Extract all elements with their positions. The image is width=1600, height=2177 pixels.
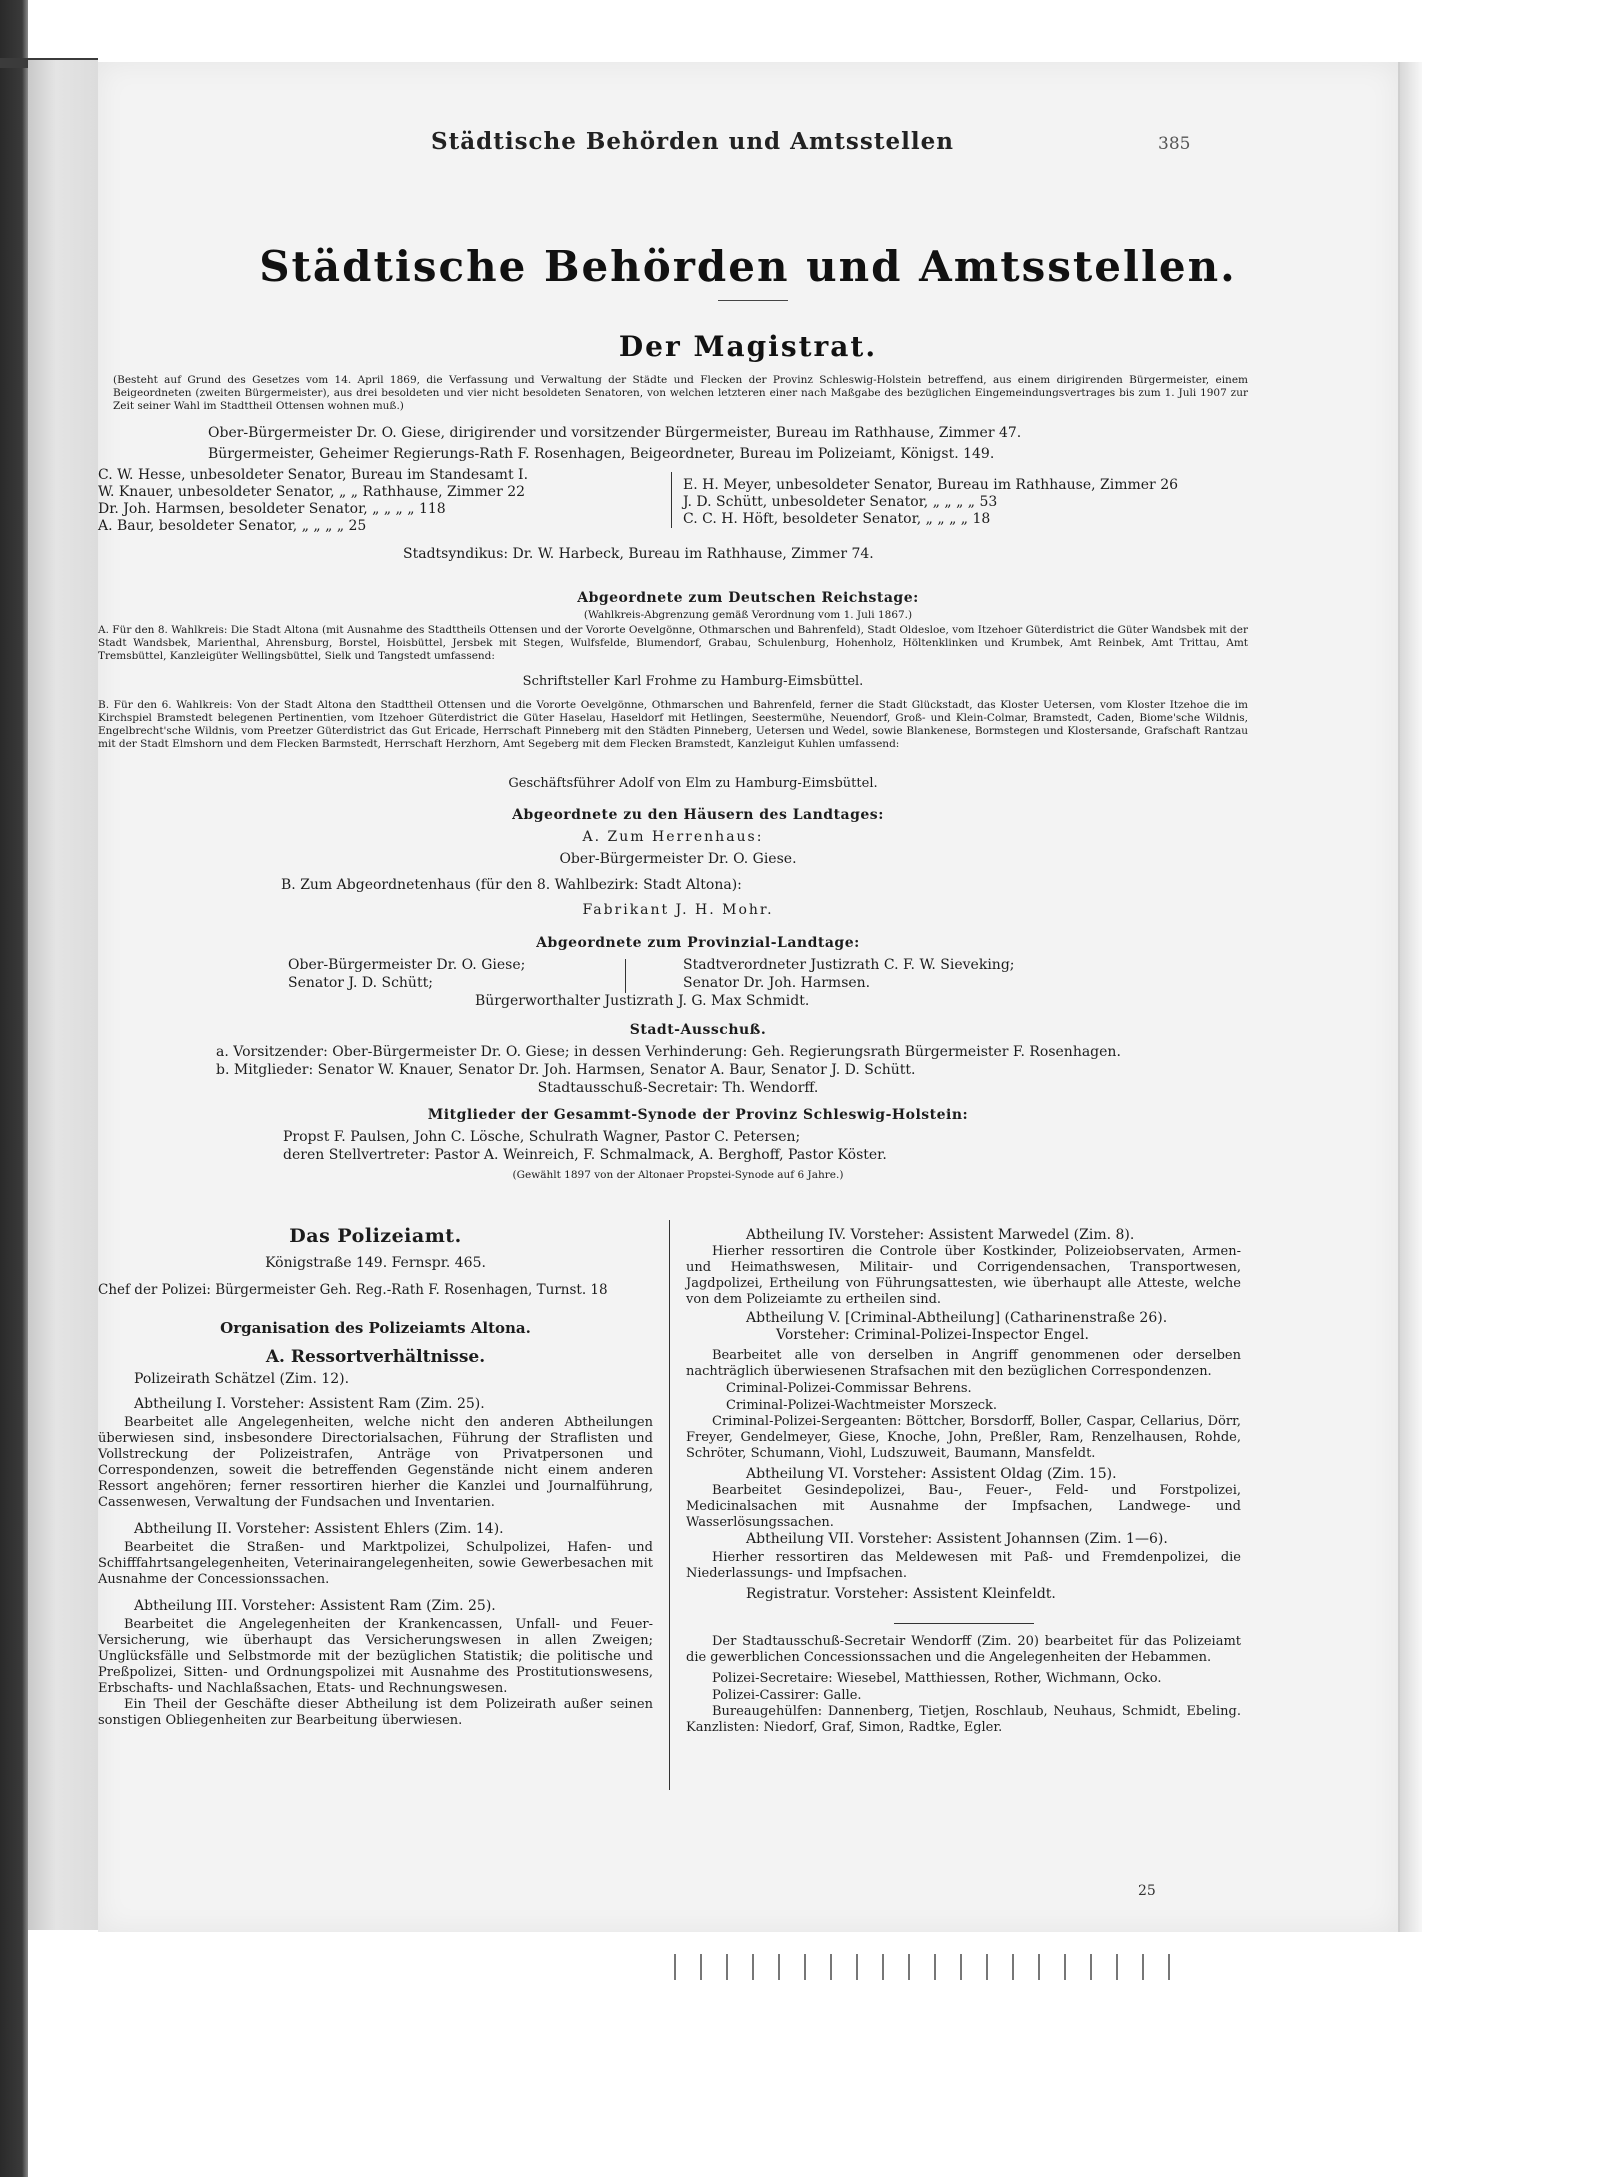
abteilung-2-text: Bearbeitet die Straßen- und Marktpolizei, Schulpolizei, Hafen- und Schifffahrtsangelegenheiten, Veterinairangelegenheiten, sowie Gewerbesachen mit Ausnahme der Concessionssachen.	[98, 1540, 653, 1587]
title-divider	[718, 300, 788, 301]
senator-row: C. C. H. Höft, besoldeter Senator, „ „ „ „ 18	[683, 511, 991, 527]
reichstag-wahlkreis-b: B. Für den 6. Wahlkreis: Von der Stadt Altona den Stadttheil Ottensen und die Vororte Oevelgönne, Othmarschen und Bahrenfeld, ferner die Stadt Glückstadt, das Kloster Uetersen, vom Kloster Itzehoe die im Kirchspiel Bramstedt belegenen Pertinentien, vom Itzehoer Güterdistrict die Güter Haselau, Haseldorf mit Hetlingen, Seestermühe, Neuendorf, Groß- und Klein-Colmar, Bramstedt, Caden, Biome'sche Wildnis, Engelbrecht'sche Wildnis, vom Preetzer Güterdistrict das Gut Ericade, Herrschaft Pinneberg mit den Städten Pinneberg, Uetersen und Wedel, sowie Blankenese, Bormstegen und Klostersande, Grafschaft Rantzau mit der Stadt Elmshorn und dem Flecken Barmstedt, Herrschaft Herzhorn, Amt Segeberg mit dem Flecken Bramstedt, Kanzleigut Kuhlen umfassend:	[98, 699, 1248, 750]
abteilung-5-sergeanten: Criminal-Polizei-Sergeanten: Böttcher, Borsdorff, Boller, Caspar, Cellarius, Dörr, Freyer, Gendelmeyer, Giese, Knoche, John, Preßler, Ram, Renzelhausen, Rohde, Schröter, Schumann, Viohl, Ludszuweit, Baumann, Mansfeldt.	[686, 1414, 1241, 1461]
magistrat-line-buergermeister: Bürgermeister, Geheimer Regierungs-Rath F. Rosenhagen, Beigeordneter, Bureau im Polizeiamt, Königst. 149.	[208, 446, 995, 462]
running-head: Städtische Behörden und Amtsstellen	[431, 128, 954, 155]
senator-row: E. H. Meyer, unbesoldeter Senator, Bureau im Rathhause, Zimmer 26	[683, 477, 1179, 493]
synode-members: Propst F. Paulsen, John C. Lösche, Schulrath Wagner, Pastor C. Petersen;	[283, 1129, 801, 1145]
polizeiamt-heading: Das Polizeiamt.	[289, 1225, 462, 1247]
magistrat-intro: (Besteht auf Grund des Gesetzes vom 14. April 1869, die Verfassung und Verwaltung der Städte und Flecken der Provinz Schleswig-Holstein betreffend, aus einem dirigirenden Bürgermeister, einem Beigeordneten (zweiten Bürgermeister), aus drei besoldeten und vier nicht besoldeten Senatoren, von welchen letzteren einer nach Maßgabe des bezüglichen Eingemeindungsvertrages bis zum 1. Juli 1907 zur Zeit seiner Wahl im Stadttheil Ottensen wohnen muß.)	[113, 374, 1248, 412]
senators-right-column	[683, 477, 1283, 528]
abteilung-1-head: Abtheilung I. Vorsteher: Assistent Ram (Zim. 25).	[134, 1396, 485, 1412]
polizei-secretaire: Polizei-Secretaire: Wiesebel, Matthiessen, Rother, Wichmann, Ocko.	[712, 1671, 1162, 1686]
synode-stellvertreter: deren Stellvertreter: Pastor A. Weinreich, F. Schmalmack, A. Berghoff, Pastor Köster.	[283, 1147, 887, 1163]
page-title: Städtische Behörden und Amtsstellen.	[259, 242, 1237, 291]
senator-row: A. Baur, besoldeter Senator, „ „ „ „ 25	[98, 518, 367, 534]
scan-page-edge	[28, 60, 98, 1930]
provinzial-left-1: Ober-Bürgermeister Dr. O. Giese;	[288, 957, 526, 973]
reichstag-member-a: Schriftsteller Karl Frohme zu Hamburg-Eimsbüttel.	[522, 674, 864, 689]
magistrat-heading: Der Magistrat.	[618, 330, 878, 363]
reichstag-member-b: Geschäftsführer Adolf von Elm zu Hamburg-Eimsbüttel.	[508, 776, 878, 791]
reichstag-wahlkreis-a: A. Für den 8. Wahlkreis: Die Stadt Altona (mit Ausnahme des Stadttheils Ottensen und der Vororte Oevelgönne, Othmarschen und Bahrenfeld), Stadt Oldesloe, vom Itzehoer Güterdistrict die Güter Wandsbek mit der Stadt Wandsbek, Marienthal, Ahrensburg, Borstel, Hoisbüttel, Jersbek mit Stegen, Wulfsfelde, Blumendorf, Grabau, Schulenburg, Hohenholz, Höltenklinken und Krumbek, Amt Reinbek, Amt Trittau, Amt Tremsbüttel, Kanzleigüter Wellingsbüttel, Sielk und Tangstedt umfassend:	[98, 624, 1248, 662]
bureaugehuelfen: Bureaugehülfen: Dannenberg, Tietjen, Roschlaub, Neuhaus, Schmidt, Ebeling. Kanzlisten: Niedorf, Graf, Simon, Radtke, Egler.	[686, 1704, 1241, 1735]
column-divider	[671, 472, 672, 528]
abteilung-7-text: Hierher ressortiren das Meldewesen mit Paß- und Fremdenpolizei, die Niederlassungs- und Impfsachen.	[686, 1550, 1241, 1581]
registratur: Registratur. Vorsteher: Assistent Kleinfeldt.	[746, 1586, 1056, 1602]
abteilung-5-head: Abtheilung V. [Criminal-Abtheilung] (Catharinenstraße 26).	[746, 1310, 1168, 1326]
page-number: 385	[1158, 134, 1191, 154]
abteilung-5-text: Bearbeitet alle von derselben in Angriff genommenen oder derselben nachträglich überwiesenen Strafsachen mit den bezüglichen Correspondenzen.	[686, 1348, 1241, 1379]
herrenhaus-label: A. Zum Herrenhaus:	[582, 829, 764, 845]
provinzial-right-2: Senator Dr. Joh. Harmsen.	[683, 975, 871, 991]
abteilung-7-head: Abtheilung VII. Vorsteher: Assistent Johannsen (Zim. 1—6).	[746, 1531, 1168, 1547]
polizei-left-column	[98, 1225, 653, 1729]
signature-number: 25	[1138, 1883, 1156, 1899]
ressort-heading: A. Ressortverhältnisse.	[265, 1347, 486, 1367]
column-divider	[669, 1220, 670, 1790]
abteilung-5-wachtmeister: Criminal-Polizei-Wachtmeister Morszeck.	[726, 1398, 998, 1413]
scan-binding-shadow	[0, 0, 28, 2177]
abteilung-2-head: Abtheilung II. Vorsteher: Assistent Ehlers (Zim. 14).	[134, 1521, 504, 1537]
abteilung-4-text: Hierher ressortiren die Controle über Kostkinder, Polizeiobservaten, Armen- und Heimathswesen, Militair- und Corrigendensachen, Transportwesen, Jagdpolizei, Ertheilung von Führungsattesten, wie überhaupt alle Atteste, welche von dem Polizeiamte zu ertheilen sind.	[686, 1244, 1241, 1307]
stadtausschuss-heading: Stadt-Ausschuß.	[629, 1022, 767, 1038]
senators-left-column	[98, 467, 658, 535]
herrenhaus-member: Ober-Bürgermeister Dr. O. Giese.	[559, 851, 797, 867]
senator-row: J. D. Schütt, unbesoldeter Senator, „ „ „ „ 53	[683, 494, 998, 510]
abteilung-6-text: Bearbeitet Gesindepolizei, Bau-, Feuer-, Feld- und Forstpolizei, Medicinalsachen mit Ausnahme der Impfsachen, Landwege- und Wasserlösungssachen.	[686, 1483, 1241, 1530]
polizei-right-column	[686, 1227, 1241, 1736]
synode-heading: Mitglieder der Gesammt-Synode der Provinz Schleswig-Holstein:	[427, 1107, 969, 1123]
stadtausschuss-secretair: Stadtausschuß-Secretair: Th. Wendorff.	[537, 1080, 819, 1096]
column-divider	[625, 959, 626, 993]
provinzial-left-2: Senator J. D. Schütt;	[288, 975, 433, 991]
magistrat-line-oberbuergermeister: Ober-Bürgermeister Dr. O. Giese, dirigirender und vorsitzender Bürgermeister, Bureau im Rathhause, Zimmer 47.	[208, 425, 1022, 441]
section-divider	[894, 1623, 1034, 1624]
polizeiamt-address: Königstraße 149. Fernspr. 465.	[265, 1255, 486, 1271]
polizei-chef: Chef der Polizei: Bürgermeister Geh. Reg.-Rath F. Rosenhagen, Turnst. 18	[98, 1282, 608, 1298]
abgeordnetenhaus-member: Fabrikant J. H. Mohr.	[582, 902, 774, 918]
provinzial-bottom: Bürgerworthalter Justizrath J. G. Max Schmidt.	[475, 993, 810, 1009]
abteilung-3-head: Abtheilung III. Vorsteher: Assistent Ram (Zim. 25).	[134, 1598, 496, 1614]
synode-note: (Gewählt 1897 von der Altonaer Propstei-Synode auf 6 Jahre.)	[512, 1169, 844, 1181]
abteilung-6-head: Abtheilung VI. Vorsteher: Assistent Oldag (Zim. 15).	[746, 1466, 1117, 1482]
senator-row: Dr. Joh. Harmsen, besoldeter Senator, „ „ „ „ 118	[98, 501, 446, 517]
abteilung-1-text: Bearbeitet alle Angelegenheiten, welche nicht den anderen Abtheilungen überwiesen sind, insbesondere Directorialsachen, Führung der Straflisten und Vollstreckung der Polizeistrafen, Anträge von Privatpersonen und Correspondenzen, soweit die betreffenden Gegenstände nicht einem anderen Ressort angehören; ferner ressortiren hierher die Kanzlei und Journalführung, Cassenwesen, Verwaltung der Fundsachen und Inventarien.	[98, 1415, 653, 1510]
polizeirath: Polizeirath Schätzel (Zim. 12).	[134, 1371, 350, 1387]
reichstag-subheading: (Wahlkreis-Abgrenzung gemäß Verordnung vom 1. Juli 1867.)	[583, 609, 913, 621]
wendorff-note: Der Stadtausschuß-Secretair Wendorff (Zim. 20) bearbeitet für das Polizeiamt die gewerblichen Concessionssachen und die Angelegenheiten der Hebammen.	[686, 1634, 1241, 1665]
abgeordnetenhaus-label: B. Zum Abgeordnetenhaus (für den 8. Wahlbezirk: Stadt Altona):	[281, 877, 742, 893]
provinzial-heading: Abgeordnete zum Provinzial-Landtage:	[536, 935, 860, 951]
landtag-heading: Abgeordnete zu den Häusern des Landtages:	[512, 807, 884, 823]
abteilung-3-text: Bearbeitet die Angelegenheiten der Krankencassen, Unfall- und Feuer-Versicherung, wie überhaupt das Versicherungswesen in allen Zweigen; Unglücksfälle und Selbstmorde mit der bezüglichen Statistik; die politische und Preßpolizei, Sitten- und Ordnungspolizei mit Ausnahme des Prostitutionswesens, Erbschafts- und Nachlaßsachen, Etats- und Rechnungswesen.	[98, 1617, 653, 1696]
abteilung-4-head: Abtheilung IV. Vorsteher: Assistent Marwedel (Zim. 8).	[746, 1227, 1135, 1243]
abteilung-3-extra: Ein Theil der Geschäfte dieser Abtheilung ist dem Polizeirath außer seinen sonstigen Obliegenheiten zur Bearbeitung überwiesen.	[98, 1697, 653, 1728]
organisation-heading: Organisation des Polizeiamts Altona.	[220, 1319, 531, 1337]
abteilung-5-kommissar: Criminal-Polizei-Commissar Behrens.	[726, 1381, 972, 1396]
stadtausschuss-vorsitz: a. Vorsitzender: Ober-Bürgermeister Dr. O. Giese; in dessen Verhinderung: Geh. Regierungsrath Bürgermeister F. Rosenhagen.	[216, 1044, 1121, 1060]
reichstag-heading: Abgeordnete zum Deutschen Reichstage:	[577, 590, 919, 606]
stadtausschuss-mitglieder: b. Mitglieder: Senator W. Knauer, Senator Dr. Joh. Harmsen, Senator A. Baur, Senator J. D. Schütt.	[216, 1062, 916, 1078]
scan-bottom-ruler	[100, 1946, 1600, 1986]
stadtsyndikus: Stadtsyndikus: Dr. W. Harbeck, Bureau im Rathhause, Zimmer 74.	[403, 546, 874, 562]
abteilung-5-vorsteher: Vorsteher: Criminal-Polizei-Inspector Engel.	[776, 1327, 1089, 1343]
document-page	[98, 62, 1402, 1932]
senator-row: C. W. Hesse, unbesoldeter Senator, Bureau im Standesamt I.	[98, 467, 529, 483]
provinzial-right-1: Stadtverordneter Justizrath C. F. W. Sieveking;	[683, 957, 1015, 973]
senator-row: W. Knauer, unbesoldeter Senator, „ „ Rathhause, Zimmer 22	[98, 484, 526, 500]
polizei-cassirer: Polizei-Cassirer: Galle.	[712, 1688, 862, 1703]
